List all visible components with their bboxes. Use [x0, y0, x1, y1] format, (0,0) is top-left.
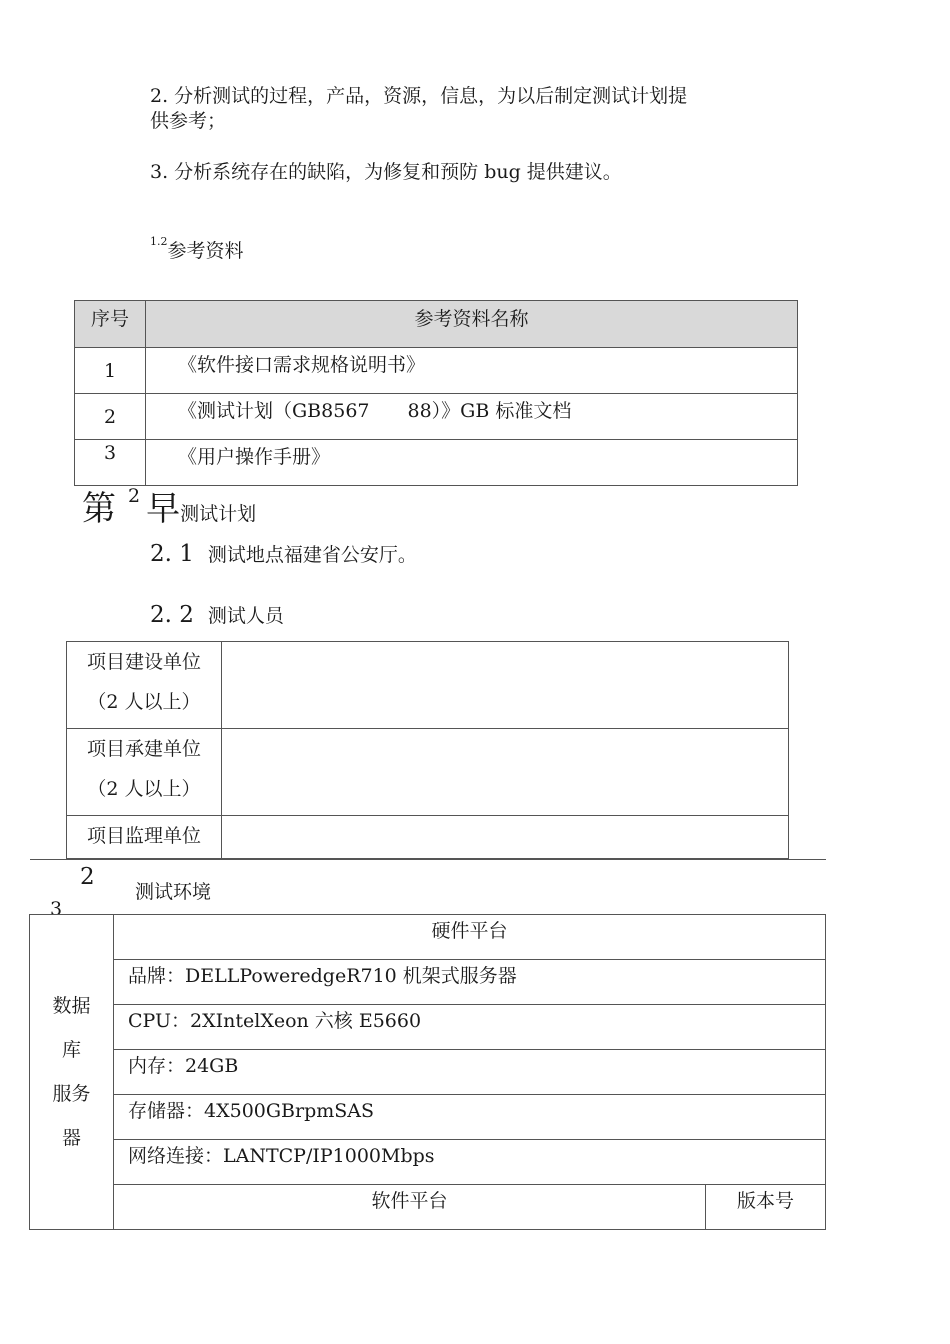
row-index: 2: [75, 394, 146, 440]
table-row: [67, 816, 789, 859]
chapter-prefix: 第: [82, 489, 116, 529]
table-row: [67, 642, 789, 729]
section-2-3-text: 测试环境: [135, 881, 212, 903]
row-name: 《软件接口需求规格说明书》: [146, 348, 798, 394]
reference-table: [74, 300, 798, 486]
header-index: 序号: [75, 301, 146, 348]
section-1-2-title: 参考资料: [167, 240, 244, 262]
hardware-item: 内存：24GB: [114, 1050, 826, 1095]
hardware-platform-header: 硬件平台: [114, 915, 826, 960]
table-row: [30, 1095, 826, 1140]
intro-item-2-line1: 2. 分析测试的过程，产品，资源，信息，为以后制定测试计划提: [150, 85, 688, 107]
hardware-item: 网络连接：LANTCP/IP1000Mbps: [114, 1140, 826, 1185]
table-row: [30, 1005, 826, 1050]
hardware-item: 存储器：4X500GBrpmSAS: [114, 1095, 826, 1140]
staff-label-line1: 项目承建单位: [86, 738, 201, 760]
reference-table-header: [75, 301, 798, 348]
table-row: [30, 1185, 826, 1230]
side-label-line: 服务: [52, 1083, 91, 1105]
staff-table: [66, 641, 789, 859]
section-2-3-number-top: 2: [80, 864, 95, 890]
section-2-1: [150, 540, 417, 567]
staff-label: [67, 816, 222, 859]
section-2-2: [150, 601, 284, 628]
section-2-3-number-bottom: 3: [50, 898, 63, 914]
section-2-2-number: 2. 2: [150, 602, 194, 628]
chapter-char: 早: [146, 489, 181, 529]
header-name: 参考资料名称: [146, 301, 798, 348]
side-label-line: 库: [61, 1039, 81, 1061]
version-header: 版本号: [706, 1185, 826, 1230]
database-server-label: [30, 915, 114, 1230]
table-row: [30, 1050, 826, 1095]
chapter-number: 2: [128, 485, 141, 507]
table-row: [30, 1140, 826, 1185]
section-2-1-number: 2. 1: [150, 541, 194, 567]
table-row: [30, 915, 826, 960]
chapter-2-heading: [82, 481, 256, 530]
software-platform-header: 软件平台: [114, 1185, 706, 1230]
staff-label-line1: 项目建设单位: [86, 651, 201, 673]
staff-label-line2: （2 人以上）: [87, 778, 201, 800]
table-row: [75, 394, 798, 440]
row-index: 1: [75, 348, 146, 394]
intro-item-3: 3. 分析系统存在的缺陷，为修复和预防 bug 提供建议。: [150, 161, 622, 183]
table-row: [75, 440, 798, 486]
section-1-2-number: 1.2: [150, 235, 168, 248]
section-2-1-text: 测试地点福建省公安厅。: [207, 544, 417, 566]
hardware-item: 品牌：DELLPoweredgeR710 机架式服务器: [114, 960, 826, 1005]
intro-item-2-line2: 供参考；: [150, 110, 227, 132]
divider: [30, 859, 826, 860]
staff-label: [67, 642, 222, 729]
table-row: [75, 348, 798, 394]
side-label-line: 数据: [52, 995, 91, 1017]
row-name: 《用户操作手册》: [146, 440, 798, 486]
staff-label-line1: 项目监理单位: [86, 825, 201, 847]
hardware-item: CPU：2XIntelXeon 六核 E5660: [114, 1005, 826, 1050]
section-1-2-heading: [150, 236, 244, 263]
staff-label: [67, 729, 222, 816]
staff-value: [222, 642, 789, 729]
chapter-title: 测试计划: [180, 503, 257, 525]
row-index: 3: [75, 440, 146, 486]
table-row: [67, 729, 789, 816]
environment-table: [29, 914, 826, 1230]
side-label-line: 器: [61, 1127, 81, 1149]
table-row: [30, 960, 826, 1005]
staff-value: [222, 816, 789, 859]
row-name: 《测试计划（GB8567 88）》GB 标准文档: [146, 394, 798, 440]
staff-value: [222, 729, 789, 816]
staff-label-line2: （2 人以上）: [87, 691, 201, 713]
section-2-2-text: 测试人员: [207, 605, 284, 627]
